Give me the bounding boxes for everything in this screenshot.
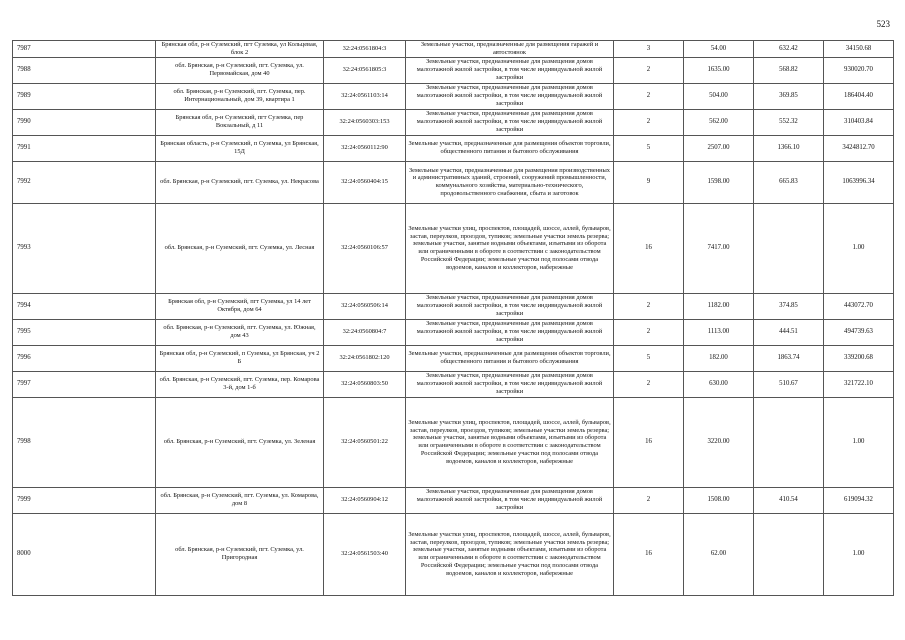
table-row <box>13 57 894 83</box>
category-cell: 2 <box>614 57 684 83</box>
land-use-cell: Земельные участки, предназначенные для размещения домов малоэтажной жилой застройки, в том числе индивидуальной жилой застройки <box>406 487 614 513</box>
address-cell: Брянская обл, р-н Суземский, пгт Суземка, пер Вокзальный, д 11 <box>156 109 324 135</box>
row-number: 7999 <box>13 487 156 513</box>
cadastral-number-cell: 32:24:0560303:153 <box>324 109 406 135</box>
table-row <box>13 371 894 397</box>
address-cell: обл. Брянская, р-н Суземский, пгт. Суземка, ул. Первомайская, дом 40 <box>156 57 324 83</box>
row-number: 7997 <box>13 371 156 397</box>
cadastral-number-cell: 32:24:0560803:50 <box>324 371 406 397</box>
category-cell: 16 <box>614 397 684 487</box>
area-cell: 182.00 <box>684 345 754 371</box>
table-row <box>13 41 894 58</box>
unit-price-cell <box>754 203 824 293</box>
row-number: 7987 <box>13 41 156 58</box>
category-cell: 2 <box>614 109 684 135</box>
cadastral-value-cell: 1.00 <box>824 513 894 595</box>
land-use-cell: Земельные участки улиц, проспектов, площадей, шоссе, аллей, бульваров, застав, переулков, проездов, тупиков; земельные участки земель резерва; земельные участки, занятые водными объектами, изъятыми из оборота или ограниченными в обороте в соответствии с законодательством Российской Федерации; земельные участки под полосами отвода водоемов, каналов и коллекторов, набережные <box>406 203 614 293</box>
cadastral-value-cell: 494739.63 <box>824 319 894 345</box>
land-use-cell: Земельные участки, предназначенные для размещения объектов торговли, общественного питания и бытового обслуживания <box>406 345 614 371</box>
cadastral-number-cell: 32:24:0561805:3 <box>324 57 406 83</box>
address-cell: обл. Брянская, р-н Суземский, пгт. Суземка, ул. Пригородная <box>156 513 324 595</box>
unit-price-cell: 568.82 <box>754 57 824 83</box>
land-use-cell: Земельные участки, предназначенные для размещения домов малоэтажной жилой застройки, в том числе индивидуальной жилой застройки <box>406 57 614 83</box>
area-cell: 630.00 <box>684 371 754 397</box>
row-number: 7996 <box>13 345 156 371</box>
area-cell: 62.00 <box>684 513 754 595</box>
cadastral-value-cell: 3424812.70 <box>824 135 894 161</box>
land-use-cell: Земельные участки, предназначенные для размещения домов малоэтажной жилой застройки, в том числе индивидуальной жилой застройки <box>406 293 614 319</box>
cadastral-value-cell: 339200.68 <box>824 345 894 371</box>
category-cell: 2 <box>614 319 684 345</box>
area-cell: 1113.00 <box>684 319 754 345</box>
land-use-cell: Земельные участки, предназначенные для размещения гаражей и автостоянок <box>406 41 614 58</box>
area-cell: 504.00 <box>684 83 754 109</box>
row-number: 7990 <box>13 109 156 135</box>
table-row <box>13 203 894 293</box>
area-cell: 7417.00 <box>684 203 754 293</box>
row-number: 7994 <box>13 293 156 319</box>
unit-price-cell <box>754 513 824 595</box>
category-cell: 16 <box>614 203 684 293</box>
cadastral-value-cell: 34150.68 <box>824 41 894 58</box>
unit-price-cell: 1863.74 <box>754 345 824 371</box>
area-cell: 1508.00 <box>684 487 754 513</box>
cadastral-value-cell: 930020.70 <box>824 57 894 83</box>
address-cell: обл. Брянская, р-н Суземский, пгт. Суземка, ул. Комарова, дом 8 <box>156 487 324 513</box>
cadastral-number-cell: 32:24:0561503:40 <box>324 513 406 595</box>
land-use-cell: Земельные участки улиц, проспектов, площадей, шоссе, аллей, бульваров, застав, переулков, проездов, тупиков; земельные участки земель резерва; земельные участки, занятые водными объектами, изъятыми из оборота или ограниченными в обороте в соответствии с законодательством Российской Федерации; земельные участки под полосами отвода водоемов, каналов и коллекторов, набережные <box>406 513 614 595</box>
address-cell: обл. Брянская, р-н Суземский, пгт. Суземка, ул. Лесная <box>156 203 324 293</box>
category-cell: 2 <box>614 83 684 109</box>
cadastral-value-cell: 186404.40 <box>824 83 894 109</box>
row-number: 7998 <box>13 397 156 487</box>
table-row <box>13 293 894 319</box>
row-number: 7988 <box>13 57 156 83</box>
category-cell: 2 <box>614 293 684 319</box>
cadastral-value-cell: 443072.70 <box>824 293 894 319</box>
cadastral-value-cell: 1.00 <box>824 397 894 487</box>
unit-price-cell: 552.32 <box>754 109 824 135</box>
table-row <box>13 319 894 345</box>
page-number: 523 <box>876 19 890 29</box>
cadastral-number-cell: 32:24:0560106:57 <box>324 203 406 293</box>
area-cell: 562.00 <box>684 109 754 135</box>
area-cell: 1182.00 <box>684 293 754 319</box>
cadastral-number-cell: 32:24:0560112:90 <box>324 135 406 161</box>
category-cell: 9 <box>614 161 684 203</box>
cadastral-number-cell: 32:24:0560804:7 <box>324 319 406 345</box>
cadastral-value-cell: 619094.32 <box>824 487 894 513</box>
address-cell: Брянская обл, р-н Суземский, пгт Суземка, ул Кольцевая, блок 2 <box>156 41 324 58</box>
table-row <box>13 135 894 161</box>
cadastral-number-cell: 32:24:0561802:120 <box>324 345 406 371</box>
address-cell: обл. Брянская, р-н Суземский, пгт. Суземка, ул. Некрасова <box>156 161 324 203</box>
land-use-cell: Земельные участки улиц, проспектов, площадей, шоссе, аллей, бульваров, застав, переулков, проездов, тупиков; земельные участки земель резерва; земельные участки, занятые водными объектами, изъятыми из оборота или ограниченными в обороте в соответствии с законодательством Российской Федерации; земельные участки под полосами отвода водоемов, каналов и коллекторов, набережные <box>406 397 614 487</box>
cadastral-number-cell: 32:24:0560501:22 <box>324 397 406 487</box>
row-number: 7992 <box>13 161 156 203</box>
unit-price-cell: 510.67 <box>754 371 824 397</box>
area-cell: 1598.00 <box>684 161 754 203</box>
land-use-cell: Земельные участки, предназначенные для размещения объектов торговли, общественного питания и бытового обслуживания <box>406 135 614 161</box>
category-cell: 2 <box>614 487 684 513</box>
address-cell: обл. Брянская, р-н Суземский, пгт. Суземка, пер. Комарова 3-й, дом 1-б <box>156 371 324 397</box>
row-number: 7989 <box>13 83 156 109</box>
unit-price-cell: 444.51 <box>754 319 824 345</box>
unit-price-cell: 410.54 <box>754 487 824 513</box>
category-cell: 16 <box>614 513 684 595</box>
row-number: 7995 <box>13 319 156 345</box>
cadastral-value-cell: 1063996.34 <box>824 161 894 203</box>
category-cell: 5 <box>614 135 684 161</box>
area-cell: 3220.00 <box>684 397 754 487</box>
table-row <box>13 513 894 595</box>
address-cell: обл. Брянская, р-н Суземский, пгт. Суземка, ул. Южная, дом 43 <box>156 319 324 345</box>
cadastral-number-cell: 32:24:0560506:14 <box>324 293 406 319</box>
cadastral-number-cell: 32:24:0561804:3 <box>324 41 406 58</box>
category-cell: 5 <box>614 345 684 371</box>
address-cell: Брянская обл, р-н Суземский, пгт Суземка, ул 14 лет Октября, дом 64 <box>156 293 324 319</box>
unit-price-cell <box>754 397 824 487</box>
category-cell: 3 <box>614 41 684 58</box>
address-cell: обл. Брянская, р-н Суземский, пгт. Суземка, ул. Зеленая <box>156 397 324 487</box>
cadastral-value-cell: 1.00 <box>824 203 894 293</box>
cadastral-value-cell: 321722.10 <box>824 371 894 397</box>
land-parcel-table <box>12 40 894 596</box>
address-cell: обл. Брянская, р-н Суземский, пгт. Суземка, пер. Интернациональный, дом 39, квартира 1 <box>156 83 324 109</box>
area-cell: 2507.00 <box>684 135 754 161</box>
cadastral-number-cell: 32:24:0560904:12 <box>324 487 406 513</box>
land-use-cell: Земельные участки, предназначенные для размещения производственных и административных зданий, строений, сооружений промышленности, коммунального хозяйства, материально-технического, продовольственного снабжения, сбыта и заготовок <box>406 161 614 203</box>
unit-price-cell: 632.42 <box>754 41 824 58</box>
cadastral-value-cell: 310403.84 <box>824 109 894 135</box>
address-cell: Брянская область, р-н Суземский, п Суземка, ул Брянская, 15Д <box>156 135 324 161</box>
table-body <box>13 41 894 596</box>
cadastral-number-cell: 32:24:0560404:15 <box>324 161 406 203</box>
table-row <box>13 161 894 203</box>
row-number: 7991 <box>13 135 156 161</box>
row-number: 8000 <box>13 513 156 595</box>
unit-price-cell: 369.85 <box>754 83 824 109</box>
unit-price-cell: 1366.10 <box>754 135 824 161</box>
unit-price-cell: 665.83 <box>754 161 824 203</box>
row-number: 7993 <box>13 203 156 293</box>
land-use-cell: Земельные участки, предназначенные для размещения домов малоэтажной жилой застройки, в том числе индивидуальной жилой застройки <box>406 109 614 135</box>
land-use-cell: Земельные участки, предназначенные для размещения домов малоэтажной жилой застройки, в том числе индивидуальной жилой застройки <box>406 83 614 109</box>
table-row <box>13 83 894 109</box>
address-cell: Брянская обл, р-н Суземский, п Суземка, ул Брянская, уч 2 Б <box>156 345 324 371</box>
table-row <box>13 109 894 135</box>
category-cell: 2 <box>614 371 684 397</box>
land-use-cell: Земельные участки, предназначенные для размещения домов малоэтажной жилой застройки, в том числе индивидуальной жилой застройки <box>406 371 614 397</box>
cadastral-number-cell: 32:24:0561103:14 <box>324 83 406 109</box>
area-cell: 1635.00 <box>684 57 754 83</box>
table-row <box>13 397 894 487</box>
area-cell: 54.00 <box>684 41 754 58</box>
land-use-cell: Земельные участки, предназначенные для размещения домов малоэтажной жилой застройки, в том числе индивидуальной жилой застройки <box>406 319 614 345</box>
unit-price-cell: 374.85 <box>754 293 824 319</box>
table-row <box>13 345 894 371</box>
table-row <box>13 487 894 513</box>
